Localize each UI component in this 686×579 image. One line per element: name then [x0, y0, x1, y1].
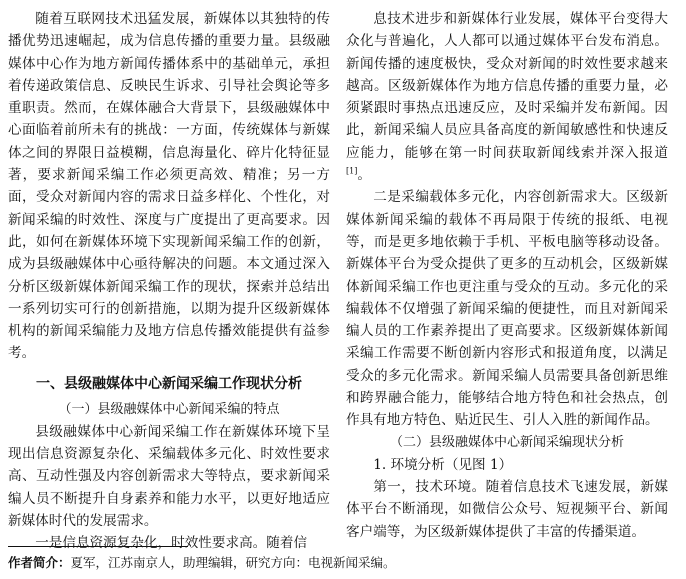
features-paragraph: 县级融媒体中心新闻采编工作在新媒体环境下呈现出信息资源复杂化、采编载体多元化、时效性要求高、互动性强及内容创新需求大等特点，要求新闻采编人员不断提升自身素养和能力水平，以更好地适应新媒体时代的发展需求。 [8, 423, 330, 529]
point-one-paragraph-start: 一是信息资源复杂化，时效性要求高。随着信 [35, 535, 308, 552]
citation-ref: [1] [346, 166, 358, 176]
environment-analysis-heading: 1. 环境分析（见图 1） [373, 456, 513, 473]
author-bio-text: 夏军，江苏南京人，助理编辑，研究方向：电视新闻采编。 [70, 555, 396, 570]
subsection-heading-status: （二）县级融媒体中心新闻采编现状分析 [389, 434, 624, 450]
intro-paragraph: 随着互联网技术迅猛发展，新媒体以其独特的传播优势迅速崛起，成为信息传播的重要力量。县级融媒体中心作为地方新闻传播体系中的基础单元，承担着传递政策信息、反映民生诉求、引导社会舆论等多重职责。然而，在媒体融合大背景下，县级融媒体中心面临着前所未有的挑战：一方面，传统媒体与新媒体之间的界限日益模糊，信息海量化、碎片化特征显著，要求新闻采编工作必须更高效、精准；另一方面，受众对新闻内容的需求日益多样化、个性化，对新闻采编的时效性、深度与广度提出了更高要求。因此，如何在新媒体环境下实现新闻采编工作的创新，成为县级融媒体中心亟待解决的问题。本文通过深入分析区级新媒体新闻采编工作的现状，探索并总结出一系列切实可行的创新措施，以期为提升区级新媒体机构的新闻采编能力及地方信息传播效能提供有益参考。 [8, 11, 330, 362]
tech-environment-paragraph: 第一，技术环境。随着信息技术飞速发展，新媒体平台不断涌现，如微信公众号、短视频平台、新闻客户端等，为区级新媒体提供了丰富的传播渠道。 [346, 478, 668, 540]
author-bio [8, 553, 678, 573]
point-one-text: 息技术进步和新媒体行业发展，媒体平台变得大众化与普遍化，人人都可以通过媒体平台发布消息。新闻传播的速度极快，受众对新闻的时效性要求越来越高。区级新媒体作为地方信息传播的重要力量，必须紧跟时事热点迅速反应，及时采编并发布新闻。因此，新闻采编人员应具备高度的新闻敏感性和快速反应能力，能够在第一时间获取新闻线索并深入报道 [346, 11, 668, 161]
left-column [8, 8, 330, 555]
section-heading: 一、县级融媒体中心新闻采编工作现状分析 [36, 375, 302, 392]
author-bio-label: 作者简介： [8, 555, 71, 570]
footnote-divider [8, 546, 188, 547]
point-two-paragraph: 二是采编载体多元化，内容创新需求大。区级新媒体新闻采编的载体不再局限于传统的报纸、电视等，而是更多地依赖于手机、平板电脑等移动设备。新媒体平台为受众提供了更多的互动机会，区级新媒体新闻采编工作也更注重与受众的互动。多元化的采编载体不仅增强了新闻采编的便捷性，而且对新闻采编人员的工作素养提出了更高要求。区级新媒体新闻采编工作需要不断创新内容形式和报道角度，以满足受众的多元化需求。新闻采编人员需要具备创新思维和跨界融合能力，能够结合地方特色和社会热点，创作具有地方特色、贴近民生、引人入胜的新闻作品。 [346, 189, 668, 429]
right-column [346, 8, 668, 543]
point-one-end: 。 [357, 167, 371, 184]
point-one-paragraph-continued [346, 8, 668, 186]
subsection-heading-features: （一）县级融媒体中心新闻采编的特点 [58, 401, 280, 417]
